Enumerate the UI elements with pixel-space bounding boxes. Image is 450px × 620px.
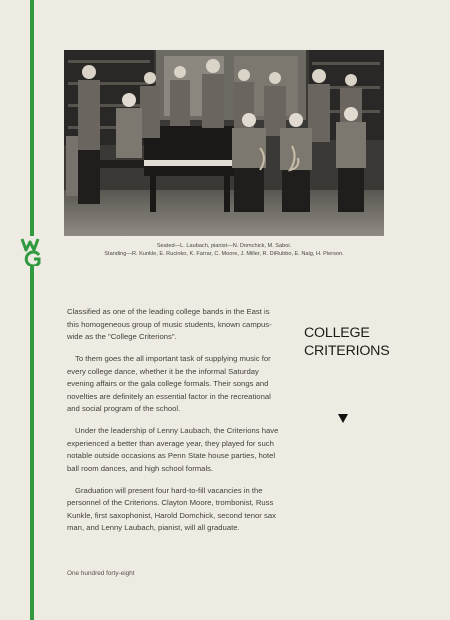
page-number: One hundred forty-eight — [67, 570, 135, 577]
paragraph: Graduation will present four hard-to-fill vacancies in the personnel of the Criterions. Clayton Moore, trombonist, Russ Kunkle, first saxophonist, Harold Domchick, second tenor sax man, and Lenny Laubach, pianist, will all graduate. — [67, 485, 276, 533]
band-photo — [64, 50, 384, 236]
photo-caption — [64, 242, 384, 258]
green-rule — [30, 0, 34, 620]
wc-logo-icon — [20, 236, 44, 266]
caption-line-seated: Seated—L. Laubach, pianist—N. Domchick, M. Saboi. — [156, 243, 292, 249]
title-line-2: CRITERIONS — [304, 343, 390, 359]
paragraph: To them goes the all important task of supplying music for every college dance, whether it be the informal Saturday evening affairs or the gala college formals. Their songs and novelties are definitely an essential factor in the recreational and social program of the school. — [67, 353, 271, 414]
paragraph: Classified as one of the leading college bands in the East is this homogeneous group of music students, known campus-wide as the "College Criterions". — [67, 307, 272, 342]
paragraph: Under the leadership of Lenny Laubach, the Criterions have experienced a better than average year, they played for such notable outside occasions as Penn State house parties, hotel ball room dances, and high school formals. — [67, 426, 279, 473]
title-line-1: COLLEGE — [304, 325, 370, 341]
caption-line-standing: Standing—R. Kunkle, E. Rucinko, K. Farrar, C. Moore, J. Miller, R. DiRubbo, E. Naig, H. Pierson. — [104, 251, 344, 257]
article-body — [67, 306, 281, 544]
triangle-down-icon — [338, 414, 348, 423]
page-title — [304, 324, 394, 360]
